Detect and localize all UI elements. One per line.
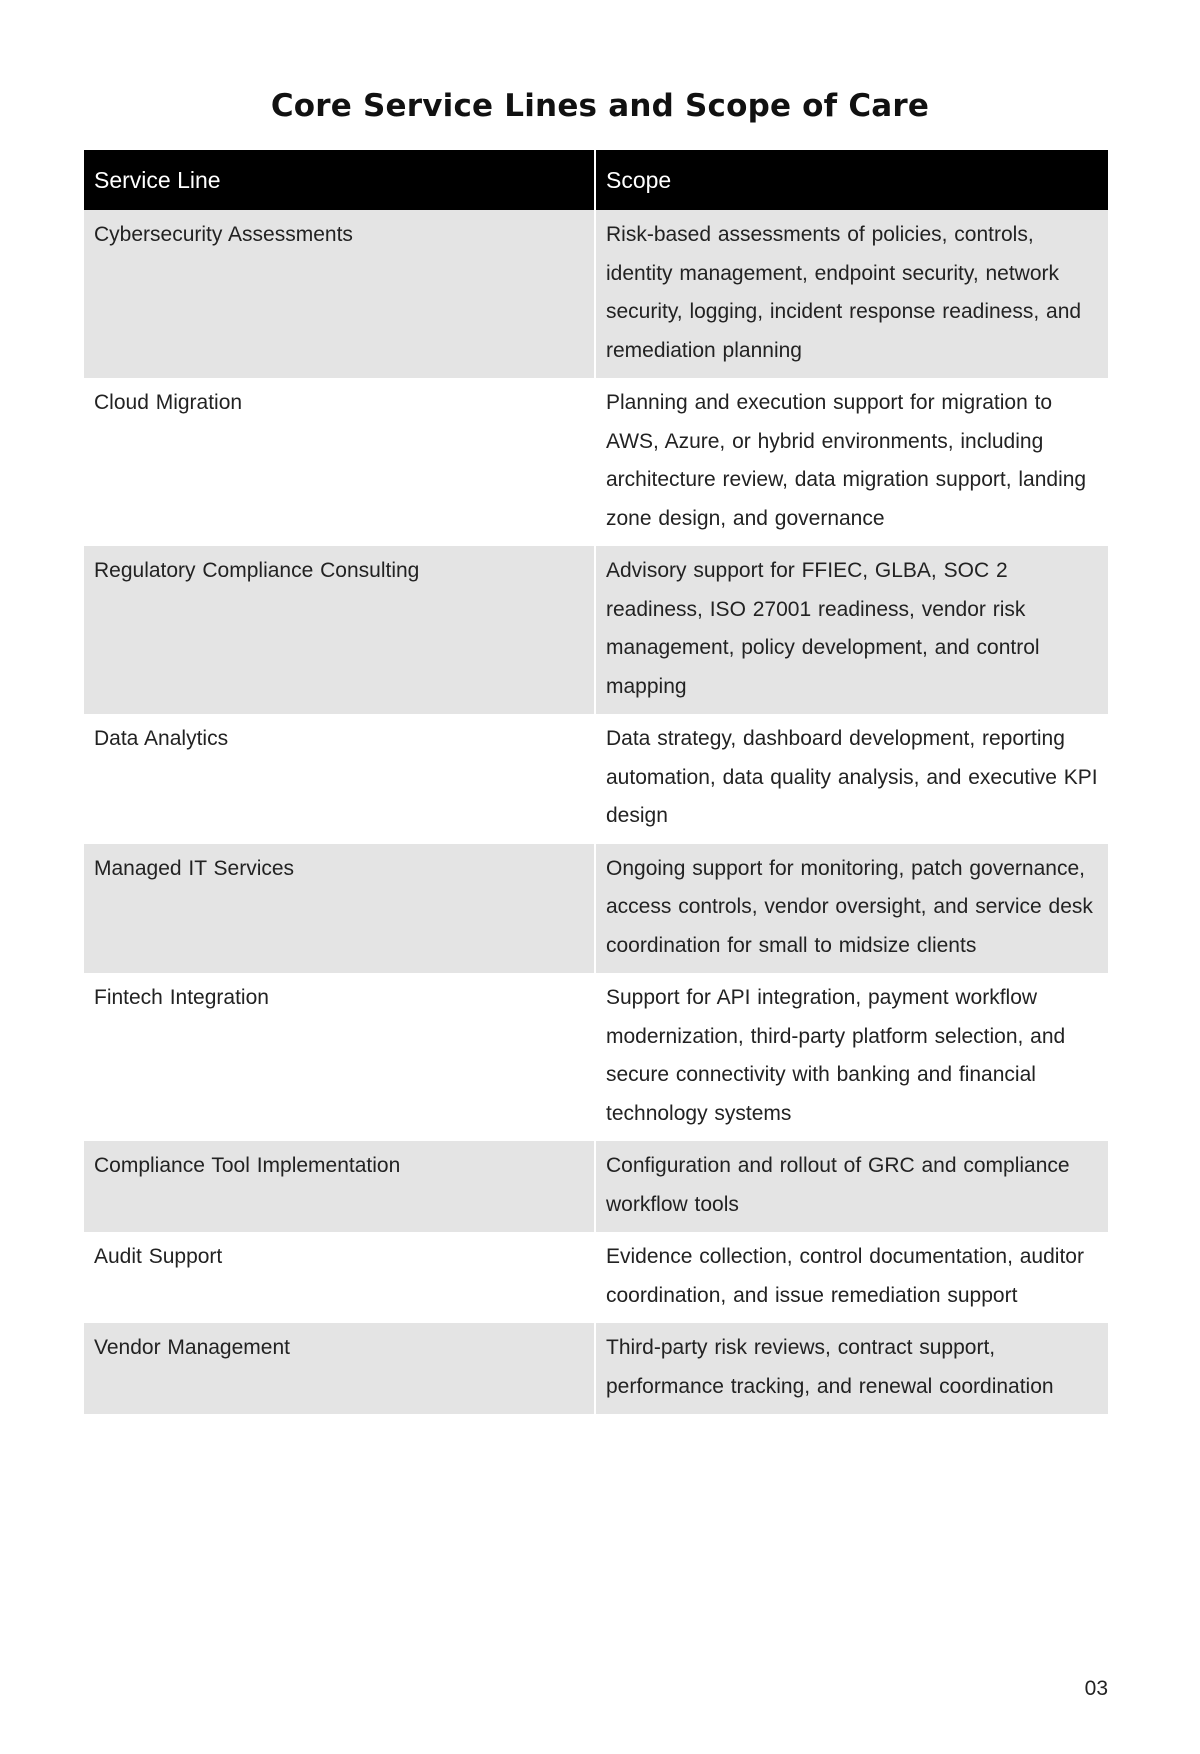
column-header-scope: Scope [594,150,1108,210]
table-row [84,1323,1108,1414]
service-line-cell: Vendor Management [84,1323,594,1414]
scope-cell: Advisory support for FFIEC, GLBA, SOC 2 readiness, ISO 27001 readiness, vendor risk management, policy development, and control mapping [594,546,1108,714]
scope-cell: Ongoing support for monitoring, patch governance, access controls, vendor oversight, and service desk coordination for small to midsize clients [594,844,1108,974]
service-lines-table [84,150,1108,1414]
scope-cell: Support for API integration, payment workflow modernization, third-party platform selection, and secure connectivity with banking and financial technology systems [594,973,1108,1141]
service-line-cell: Data Analytics [94,727,229,750]
service-line-cell: Audit Support [94,1245,223,1268]
table-row [84,844,1108,974]
table-row [84,1141,1108,1232]
scope-cell: Data strategy, dashboard development, reporting automation, data quality analysis, and executive KPI design [594,714,1108,844]
table-row [84,973,1108,1141]
table-row [84,210,1108,378]
table-header-row [84,150,1108,210]
service-line-cell: Fintech Integration [94,986,269,1009]
scope-cell: Configuration and rollout of GRC and compliance workflow tools [594,1141,1108,1232]
service-line-cell: Cloud Migration [94,391,243,414]
page-number: 03 [1084,1677,1108,1700]
service-line-cell: Cybersecurity Assessments [84,210,594,378]
table-row [84,1232,1108,1323]
service-line-cell: Managed IT Services [84,844,594,974]
table-row [84,714,1108,844]
column-header-service-line: Service Line [84,150,594,210]
scope-cell: Third-party risk reviews, contract support, performance tracking, and renewal coordination [594,1323,1108,1414]
table-row [84,378,1108,546]
scope-cell: Evidence collection, control documentation, auditor coordination, and issue remediation support [594,1232,1108,1323]
scope-cell: Planning and execution support for migration to AWS, Azure, or hybrid environments, including architecture review, data migration support, landing zone design, and governance [594,378,1108,546]
scope-cell: Risk-based assessments of policies, controls, identity management, endpoint security, network security, logging, incident response readiness, and remediation planning [594,210,1108,378]
table-row [84,546,1108,714]
page-title: Core Service Lines and Scope of Care [270,88,930,124]
service-line-cell: Regulatory Compliance Consulting [84,546,594,714]
service-line-cell: Compliance Tool Implementation [84,1141,594,1232]
